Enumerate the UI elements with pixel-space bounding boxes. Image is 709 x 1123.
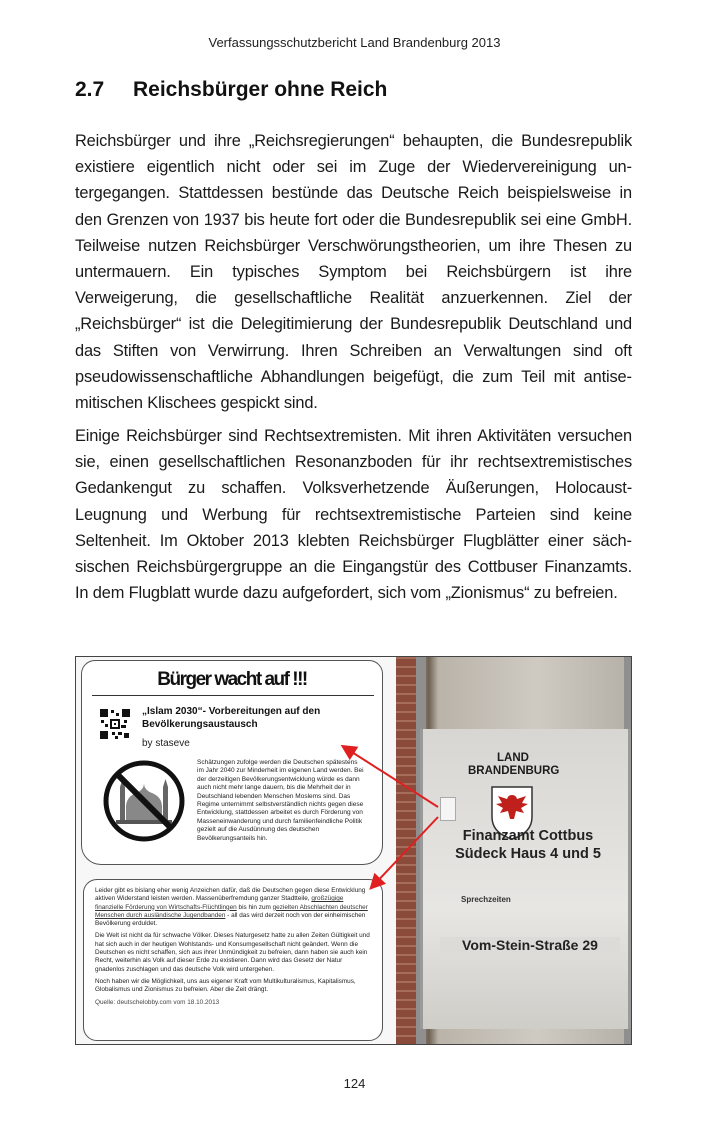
running-head: Verfassungsschutzbericht Land Brandenburg 2013 [208,35,501,50]
flyer-article-title: „Islam 2030“- Vorbereitungen auf den Bevölkerungsaustausch [142,706,321,730]
flyer-column-text: Schätzungen zufolge werden die Deutschen spätestens im Jahr 2040 zur Minderheit im eigenen Land werden. Bei der derzeitigen Bevölkerungsentwicklung würde es dann auch nicht mehr lange dauern, bis die Mehrheit der in Deutschland lebenden Menschen Moslems sind. Das Regime unternimmt selbstverständlich nichts gegen diese Entwicklung, stattdessen arbeitet es durch Förderung von Masseneinwanderung und durch familienfeindliche Politik gezielt auf die Ausdünnung des deutschen Bevölkerungsanteils hin. [197,759,364,842]
photo-street-address: Vom-Stein-Straße 29 [440,937,620,953]
paragraph-2: Einige Reichsbürger sind Rechtsextremisten. Mit ihren Aktivitäten versuchen sie, einen gesellschaftlichen Resonanzboden für ihr rechtsextremistisches Gedankengut zu schaffen. Volksverhetzende Äußerungen, Holocaust-Leugnung und Werbung für rechtsextremistische Parteien sind keine Seltenheit. Im Oktober 2013 klebten Reichsbürger Flugblätter einer sächsischen Reichsbürgergruppe an die Eingangstür des Cottbuser Finanzamts. In dem Flugblatt wurde dazu aufgefordert, sich vom „Zionismus“ zu befreien. [75,427,632,603]
flyer-link-2: gezielten Abschlachten deutscher Menschen durch ausländische Jugendbanden [95,903,368,919]
flyer-link-1: großzügige finanzielle Förderung von Wirtschafts-Flüchtlingen [95,895,344,911]
flyer-article-author: by staseve [142,738,190,749]
flyer-source: Quelle: deutschelobby.com vom 18.10.2013 [95,998,220,1006]
photo-opening-hours-label: Sprechzeiten [461,895,511,904]
flyer-headline: Bürger wacht auf !!! [157,669,307,690]
arrow-to-flyer-top [344,747,438,807]
page-number: 124 [343,1076,366,1091]
photo-sign-title: LAND BRANDENBURG [468,752,560,777]
flyer-bottom-paragraph-1: Leider gibt es bislang eher wenig Anzeichen dafür, daß die Deutschen gegen diese Entwicklung aktiven Widerstand leisten werden. Massenüberfremdung ganzer Stadtteile, großzügige finanzielle Förderung von Wirtschafts-Flüchtlingen bis hin zum gezielten Abschlachten deutscher Menschen durch ausländische Jugendbanden - all das wird derzeit noch von der einheimischen Bevölkerung erduldet. [95,887,368,928]
section-title: Reichsbürger ohne Reich [133,78,388,101]
section-number: 2.7 [75,78,105,101]
photo-office-name: Finanzamt Cottbus Südeck Haus 4 und 5 [455,828,601,862]
section-heading [75,78,635,102]
paragraph-1: Reichsbürger und ihre „Reichsregierungen“ behaupten, die Bundesrepublik existiere eigentlich nicht oder sei im Zuge der Wiedervereinigung untergegangen. Stattdessen bestünde das Deutsche Reich beispielsweise in den Grenzen von 1937 bis heute fort oder die Bundesrepublik sei eine GmbH. Teilweise nutzen Reichsbürger Verschwörungstheorien, um ihre Thesen zu untermauern. Ein typisches Symptom bei Reichsbürgern ist ihre Verweigerung, die gesellschaftliche Realität anzuerkennen. Ziel der „Reichsbürger“ ist die Delegitimierung der Bundesrepublik Deutschland und das Stiften von Verwirrung. Ihren Schreiben an Verwaltungen sind oft pseudowissenschaftliche Abhandlungen beigefügt, die zum Teil mit antisemitischen Klischees gespickt sind. [75,132,632,413]
figure-flyer-and-photo [75,656,632,1045]
callout-arrows [76,657,632,1045]
flyer-bottom-paragraph-3: Noch haben wir die Möglichkeit, uns aus eigener Kraft vom Multikulturalismus, Kapitalismus, Globalismus und Zionismus zu befreien. Aber die Zeit drängt. [95,977,356,994]
arrow-to-flyer-bottom [372,817,438,887]
flyer-bottom-paragraph-2: Die Welt ist nicht da für schwache Völker. Dieses Naturgesetz hatte zu allen Zeiten Gültigkeit und hat sich auch in der heutigen Wohlstands- und Konsumgesellschaft nicht geändert. Wenn die Deutschen es nicht schaffen, sich aus ihrer Unmündigkeit zu befreien, dann haben sie auch kein Recht, weiterhin als Volk auf dieser Erde zu existieren. Dann wird das Gesetz der Natur gnadenlos zuschlagen und das deutsche Volk wird untergehen. [95,932,370,973]
